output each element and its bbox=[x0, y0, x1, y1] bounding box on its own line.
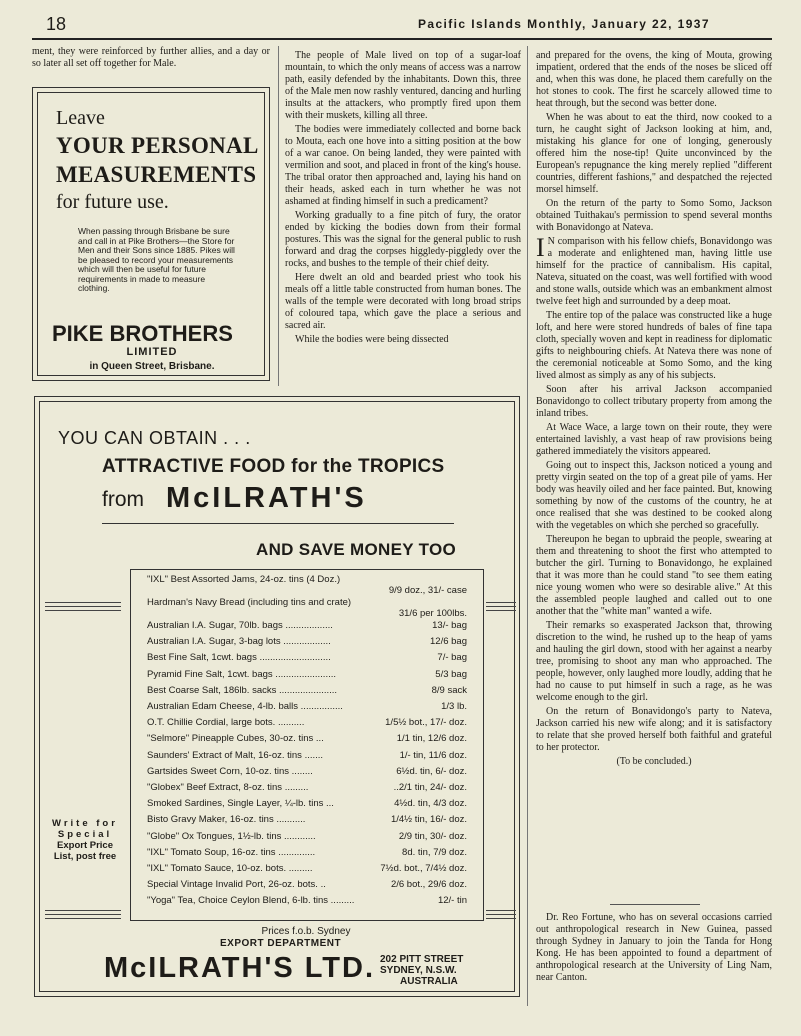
paragraph: Thereupon he began to upbraid the people, swearing at them and threatening to shoot the first who attempted to butcher the girl. Turning to Bonavidongo, he explained that it was more than he could stand "to see them eating nice young women who were so desirable alive." At this the assembled people laughed and called out to one another that the "white man" wanted a wife. bbox=[536, 534, 772, 617]
price-item bbox=[147, 766, 467, 777]
paragraph: Soon after his arrival Jackson accompanied Bonavidongo to collect tributary property from among the inland tribes. bbox=[536, 384, 772, 419]
write-line: List, post free bbox=[53, 851, 117, 862]
ad-leave: Leave bbox=[56, 107, 105, 129]
ad-limited: LIMITED bbox=[126, 346, 178, 358]
item-name: Australian I.A. Sugar, 3-bag lots .................. bbox=[147, 636, 331, 648]
ad-border bbox=[39, 401, 515, 992]
write-line: Special bbox=[57, 829, 113, 840]
brand-underline bbox=[102, 523, 454, 524]
item-name: "Globex" Beef Extract, 8-oz. tins ......... bbox=[147, 782, 309, 793]
paragraph: The people of Male lived on top of a sugar-loaf mountain, to which the only means of access was a narrow path, easily defended by the inhabitants. Down this, three of the Male men now rashly ventured, dancing and hurling insults at the attackers, who promptly fired upon them with their muskets, killing all three. bbox=[285, 50, 521, 121]
paragraph: Their remarks so exasperated Jackson that, throwing discretion to the wind, he rushed up to the heap of yams and hauling the girl down, stood with her against a nearby tree, promising to shoot any man who approached. The people, however, only laughed more loudly, adding that he had no cause to put himself in such a rage, as he was welcome enough to the girl. bbox=[536, 620, 772, 703]
ad-headline-1: YOUR PERSONAL bbox=[56, 133, 259, 158]
ad-brand: McILRATH'S bbox=[166, 482, 367, 514]
paragraph: and prepared for the ovens, the king of Mouta, growing impatient, ordered that the ends of the noses be sliced off and, when this was done, he placed them carefully on the hot stones to cook. The first he scarcely allowed time to heat through, but the second was better done. bbox=[536, 50, 772, 109]
paragraph: The entire top of the palace was constructed like a huge loft, and here were stored hundreds of bales of fine tapa cloth, specially woven and kept in readiness for diplomatic gifts to neighbouring chiefs. At Nateva there was none of the ceremonial noticeable at Somo Somo, and the king lived almost as simply as any of his subjects. bbox=[536, 310, 772, 381]
item-name: "Globe" Ox Tongues, 1½-lb. tins ............ bbox=[147, 830, 316, 842]
price-item bbox=[147, 685, 467, 696]
item-price: 1/5½ bot., 17/- doz. bbox=[385, 717, 467, 729]
company-name: McILRATH'S LTD. bbox=[104, 952, 376, 984]
rule bbox=[45, 910, 121, 911]
address-line: AUSTRALIA bbox=[400, 976, 458, 987]
paragraph: When he was about to eat the third, now cooked to a turn, he caught sight of Jackson looking at him, and, mistaking his glance for one of longing, generously offered him the nose-tip! Quite unconvinced by the European's repugnance the king merely replied "different countries, different fashions," and despatched the rejected morsel himself. bbox=[536, 112, 772, 195]
separator-rule bbox=[610, 904, 700, 905]
rule bbox=[486, 918, 516, 919]
item-price: 13/- bag bbox=[432, 620, 467, 631]
price-item bbox=[147, 814, 467, 825]
item-name: "IXL" Best Assorted Jams, 24-oz. tins (4 Doz.) bbox=[147, 574, 341, 585]
news-item bbox=[536, 912, 772, 986]
header-rule bbox=[32, 38, 772, 40]
item-price: 1/- tin, 11/6 doz. bbox=[399, 749, 467, 761]
item-name: Bisto Gravy Maker, 16-oz. tins ........... bbox=[147, 814, 306, 826]
column-rule bbox=[278, 46, 279, 386]
item-price: 4½d. tin, 4/3 doz. bbox=[394, 798, 467, 810]
company-address bbox=[380, 954, 463, 987]
column-1-text bbox=[32, 46, 270, 72]
item-name: Pyramid Fine Salt, 1cwt. bags ....................... bbox=[147, 668, 337, 680]
item-price: 7½d. bot., 7/4½ doz. bbox=[380, 863, 467, 874]
price-item bbox=[147, 879, 467, 890]
column-3-text bbox=[536, 50, 772, 770]
price-item bbox=[147, 717, 467, 728]
price-item bbox=[147, 620, 467, 631]
paragraph: Going out to inspect this, Jackson noticed a young and pretty virgin seated on the top of a great pile of yams. Her body was heavily oiled and her face painted. But, knowing something by now of the customs of the country, he at once realised that she was destined to be cooked along with the vegetables on which she perched so gracefully. bbox=[536, 460, 772, 531]
rule bbox=[45, 918, 121, 919]
item-name: "IXL" Tomato Soup, 16-oz. tins .............. bbox=[147, 846, 316, 858]
ad-headline: ATTRACTIVE FOOD for the TROPICS bbox=[102, 456, 445, 477]
rule bbox=[486, 606, 516, 607]
item-name: O.T. Chillie Cordial, large bots. .......... bbox=[147, 717, 305, 729]
drop-cap: I bbox=[536, 233, 545, 262]
item-name: Hardman's Navy Bread (including tins and crate) bbox=[147, 597, 352, 608]
write-for-price-list bbox=[50, 818, 120, 862]
item-price: 2/6 bot., 29/6 doz. bbox=[390, 879, 467, 891]
item-name: Best Fine Salt, 1cwt. bags ........................... bbox=[147, 652, 331, 664]
item-name: Smoked Sardines, Single Layer, ¼-lb. tins ... bbox=[147, 798, 334, 810]
price-item bbox=[147, 750, 467, 761]
rule bbox=[486, 610, 516, 611]
item-price: 1/4½ tin, 16/- doz. bbox=[390, 814, 467, 826]
item-name: Australian Edam Cheese, 4-lb. balls ................ bbox=[147, 701, 343, 712]
export-department: EXPORT DEPARTMENT bbox=[220, 938, 342, 949]
item-name: Australian I.A. Sugar, 70lb. bags .................. bbox=[147, 620, 333, 631]
item-price: 31/6 per 100lbs. bbox=[398, 608, 467, 619]
column-2-text bbox=[285, 50, 521, 348]
item-price: 7/- bag bbox=[437, 652, 467, 664]
price-item bbox=[147, 895, 467, 906]
paragraph: The bodies were immediately collected and borne back to Mouta, each one hove into a sitting position at the bow of a war canoe. On being landed, they were painted with vermilion and soot, and placed in front of the king's house. The tribal orator then approached and, laying his hand on their heads, asked each in turn whether he was not ashamed at finding himself in such a predicament? bbox=[285, 124, 521, 207]
price-list-items bbox=[131, 574, 483, 920]
ad-tagline: AND SAVE MONEY TOO bbox=[256, 540, 456, 559]
running-head: Pacific Islands Monthly, January 22, 1937 bbox=[418, 17, 710, 31]
item-price: 1/1 tin, 12/6 doz. bbox=[396, 733, 467, 745]
item-price: ..2/1 tin, 24/- doz. bbox=[393, 782, 467, 793]
paragraph: On the return of the party to Somo Somo, Jackson obtained Tuithakau's permission to spend several months with Bonavidongo at Nateva. bbox=[536, 198, 772, 233]
prices-fob: Prices f.o.b. Sydney bbox=[261, 926, 351, 937]
mcilraths-ad bbox=[34, 396, 520, 997]
concluded-note: (To be concluded.) bbox=[616, 756, 692, 767]
ad-body: When passing through Brisbane be sure and call in at Pike Brothers—the Store for Men and their Sons since 1885. Pikes will be pleased to record your measurements which will then be useful for future requirements in made to measure clothing. bbox=[78, 226, 235, 293]
paragraph: Here dwelt an old and bearded priest who took his meals off a little table constructed from human bones. The walls of the temple were decorated with long broad strips of coloured tapa, which gave the place a serious and sacred air. bbox=[285, 272, 521, 331]
ad-intro: YOU CAN OBTAIN . . . bbox=[58, 428, 251, 448]
item-price: 8/9 sack bbox=[431, 684, 467, 696]
item-price: 6½d. tin, 6/- doz. bbox=[396, 765, 467, 777]
rule bbox=[45, 602, 121, 603]
price-item bbox=[147, 669, 467, 680]
ad-from: from bbox=[102, 488, 144, 511]
item-price: 8d. tin, 7/9 doz. bbox=[402, 846, 467, 858]
price-item bbox=[147, 636, 467, 647]
item-price: 2/9 tin, 30/- doz. bbox=[398, 830, 467, 842]
item-name: Special Vintage Invalid Port, 26-oz. bots. .. bbox=[147, 879, 326, 891]
left-rule-block bbox=[45, 602, 121, 932]
item-name: Gartsides Sweet Corn, 10-oz. tins ........ bbox=[147, 765, 313, 777]
address-line: 202 PITT STREET bbox=[380, 954, 464, 965]
price-item bbox=[147, 701, 467, 712]
ad-address: in Queen Street, Brisbane. bbox=[89, 361, 215, 372]
paragraph: On the return of Bonavidongo's party to Nateva, Jackson carried his new wife along; and it is satisfactory to relate that she proved herself both faithful and grateful to her protector. bbox=[536, 706, 772, 753]
item-name: "Selmore" Pineapple Cubes, 30-oz. tins ... bbox=[147, 733, 324, 745]
paragraph: Dr. Reo Fortune, who has on several occasions carried out anthropological research in New Guinea, passed through Sydney in January to join the Tanda for Hong Kong. He has been appointed to found a department of anthropological research at the University of Ling Nam, near Canton. bbox=[536, 912, 772, 983]
item-price: 12/6 bag bbox=[430, 636, 467, 648]
price-item bbox=[147, 782, 467, 793]
ad-headline-3: for future use. bbox=[56, 191, 169, 213]
right-rule-block bbox=[486, 602, 516, 932]
price-list bbox=[130, 569, 484, 921]
paragraph: Working gradually to a fine pitch of fury, the orator ended by kicking the bodies down from their formal postures. This was the signal for the general public to rush forward and drag the corpses higgledy-piggledy over the rocks, and bushes to the temple of their chief deity. bbox=[285, 210, 521, 269]
price-item bbox=[147, 574, 467, 596]
price-item bbox=[147, 597, 467, 619]
price-item bbox=[147, 847, 467, 858]
item-name: "Yoga" Tea, Choice Ceylon Blend, 6-lb. tins ......... bbox=[147, 895, 355, 907]
item-name: "IXL" Tomato Sauce, 10-oz. bots. ......... bbox=[147, 863, 313, 874]
paragraph-text: N comparison with his fellow chiefs, Bonavidongo was a moderate and enlightened man, having little use himself for the practice of cannibalism. His capital, Nateva, situated on the coast, was well fortified with wood and stone walls, outside which was an embankment almost twelve feet high and surrounded by a deep moat. bbox=[536, 236, 772, 307]
rule bbox=[45, 610, 121, 611]
price-item bbox=[147, 863, 467, 874]
write-line: Write for bbox=[52, 818, 118, 829]
ad-headline-2: MEASUREMENTS bbox=[56, 162, 257, 187]
paragraph: While the bodies were being dissected bbox=[295, 334, 449, 345]
ad-brand: PIKE BROTHERS bbox=[52, 321, 233, 346]
rule bbox=[45, 914, 121, 915]
page-number: 18 bbox=[46, 14, 67, 34]
write-line: Export Price bbox=[57, 840, 113, 851]
column-rule bbox=[527, 46, 528, 1006]
price-item bbox=[147, 798, 467, 809]
price-item bbox=[147, 652, 467, 663]
rule bbox=[486, 910, 516, 911]
rule bbox=[486, 914, 516, 915]
pike-brothers-ad bbox=[32, 87, 270, 381]
item-price: 12/- tin bbox=[437, 895, 467, 907]
item-name: Saunders' Extract of Malt, 16-oz. tins ....... bbox=[147, 749, 324, 761]
rule bbox=[486, 602, 516, 603]
paragraph: ment, they were reinforced by further allies, and a day or so later all set off together for Male. bbox=[32, 46, 270, 69]
item-price: 9/9 doz., 31/- case bbox=[388, 585, 467, 596]
ad-border bbox=[37, 92, 265, 376]
item-name: Best Coarse Salt, 186lb. sacks ...................... bbox=[147, 684, 338, 696]
price-item bbox=[147, 831, 467, 842]
item-price: 1/3 lb. bbox=[441, 701, 467, 712]
paragraph: At Wace Wace, a large town on their route, they were entertained lavishly, a vast heap of raw provisions being gathered immediately the visitors appeared. bbox=[536, 422, 772, 457]
rule bbox=[45, 606, 121, 607]
price-item bbox=[147, 733, 467, 744]
item-price: 5/3 bag bbox=[435, 668, 467, 680]
address-line: SYDNEY, N.S.W. bbox=[380, 965, 457, 976]
paragraph-dropcap bbox=[536, 233, 772, 308]
